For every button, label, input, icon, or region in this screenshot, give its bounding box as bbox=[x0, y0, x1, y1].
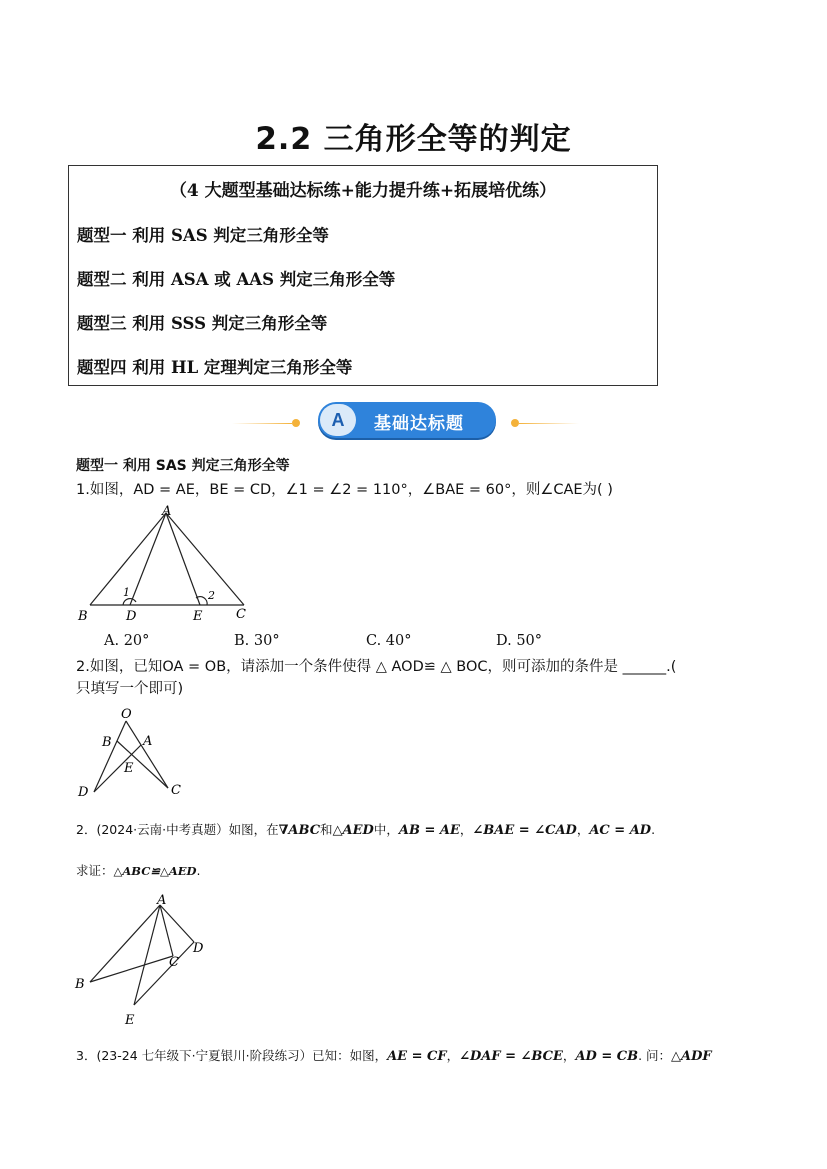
q3-label-D: D bbox=[193, 941, 204, 956]
q4-prefix: 3．(23-24 七年级下·宁夏银川·阶段练习）已知：如图， bbox=[76, 1048, 388, 1063]
q1-label-B: B bbox=[78, 609, 88, 624]
q3-cond-2: ∠BAE = ∠CAD bbox=[472, 823, 577, 838]
q1-label-D: D bbox=[126, 609, 137, 624]
q1-option-a[interactable]: A. 20° bbox=[104, 633, 150, 649]
q3-mid: 中， bbox=[373, 822, 399, 837]
section-badge-label: 基础达标题 bbox=[374, 414, 464, 434]
summary-row-3: 题型三 利用 SSS 判定三角形全等 bbox=[77, 314, 328, 333]
q4-tail: △ADF bbox=[671, 1049, 712, 1064]
q1-stem: 1.如图，AD = AE，BE = CD，∠1 = ∠2 = 110°，∠BAE = 60°，则∠CAE为( ) bbox=[76, 482, 613, 498]
q3-sep-1: ， bbox=[459, 822, 473, 837]
q3-prove-prefix: 求证： bbox=[76, 863, 114, 878]
title-text: .2 三角形全等的判定 bbox=[277, 122, 572, 157]
q2-line-1: 2.如图，已知OA = OB，请添加一个条件使得 △ AOD≌ △ BOC，则可添加的条件是 ______.( bbox=[76, 659, 677, 675]
q1-label-A: A bbox=[162, 504, 172, 519]
summary-subtitle: （4 大题型基础达标练+能力提升练+拓展培优练） bbox=[169, 181, 557, 201]
q1-option-d[interactable]: D. 50° bbox=[496, 633, 543, 649]
page-title bbox=[0, 114, 827, 158]
summary-row-1: 题型一 利用 SAS 判定三角形全等 bbox=[77, 226, 329, 245]
q3-label-C: C bbox=[169, 955, 179, 970]
q4-ask: . 问： bbox=[638, 1048, 672, 1063]
summary-box bbox=[68, 165, 658, 386]
q1-option-b[interactable]: B. 30° bbox=[234, 633, 280, 649]
q3-and: 和 bbox=[320, 822, 333, 837]
summary-row-4: 题型四 利用 HL 定理判定三角形全等 bbox=[77, 358, 353, 377]
q1-label-2: 2 bbox=[208, 589, 215, 602]
banner-line-right bbox=[519, 423, 579, 424]
q2-label-A: A bbox=[143, 734, 153, 749]
q1-figure bbox=[76, 503, 256, 625]
q3-stem bbox=[76, 819, 655, 838]
q1-label-E: E bbox=[193, 609, 203, 624]
section-heading: 题型一 利用 SAS 判定三角形全等 bbox=[76, 458, 290, 474]
q1-label-1: 1 bbox=[123, 586, 130, 599]
q2-figure bbox=[74, 704, 190, 802]
banner-dot-right bbox=[511, 419, 519, 427]
q3-label-B: B bbox=[75, 977, 85, 992]
banner-dot-left bbox=[292, 419, 300, 427]
q3-triangle-aed: △AED bbox=[332, 823, 374, 838]
q3-label-E: E bbox=[125, 1013, 135, 1028]
q4-cond-3: AD = CB bbox=[575, 1049, 639, 1064]
q4-cond-2: ∠DAF = ∠BCE bbox=[459, 1049, 563, 1064]
q4-stem bbox=[76, 1045, 712, 1064]
q4-sep-2: ， bbox=[562, 1048, 576, 1063]
q3-figure bbox=[70, 890, 220, 1032]
q2-label-E: E bbox=[124, 761, 134, 776]
q3-triangle-abc: ∇ABC bbox=[278, 823, 321, 838]
q2-line-2: 只填写一个即可) bbox=[76, 681, 184, 697]
q3-sep-2: ， bbox=[576, 822, 590, 837]
banner-line-left bbox=[232, 423, 292, 424]
q2-label-C: C bbox=[171, 783, 181, 798]
q3-cond-3: AC = AD bbox=[589, 823, 652, 838]
q3-label-A: A bbox=[157, 893, 167, 908]
q3-prove bbox=[76, 860, 201, 879]
q3-end: . bbox=[651, 822, 656, 837]
q2-label-D: D bbox=[78, 785, 89, 800]
q1-label-C: C bbox=[236, 607, 246, 622]
q1-option-c[interactable]: C. 40° bbox=[366, 633, 412, 649]
q3-prove-math: △ABC≌△AED bbox=[113, 864, 197, 878]
q2-label-B: B bbox=[102, 735, 112, 750]
section-badge-letter: A bbox=[320, 404, 356, 436]
q3-prove-end: . bbox=[196, 863, 201, 878]
q4-sep-1: ， bbox=[446, 1048, 460, 1063]
q3-prefix: 2．(2024·云南·中考真题）如图，在 bbox=[76, 822, 279, 837]
summary-row-2: 题型二 利用 ASA 或 AAS 判定三角形全等 bbox=[77, 270, 396, 289]
q4-cond-1: AE = CF bbox=[387, 1049, 447, 1064]
section-badge bbox=[318, 402, 496, 438]
q2-label-O: O bbox=[121, 707, 132, 722]
q3-cond-1: AB = AE bbox=[398, 823, 460, 838]
title-number: 2 bbox=[255, 121, 278, 157]
